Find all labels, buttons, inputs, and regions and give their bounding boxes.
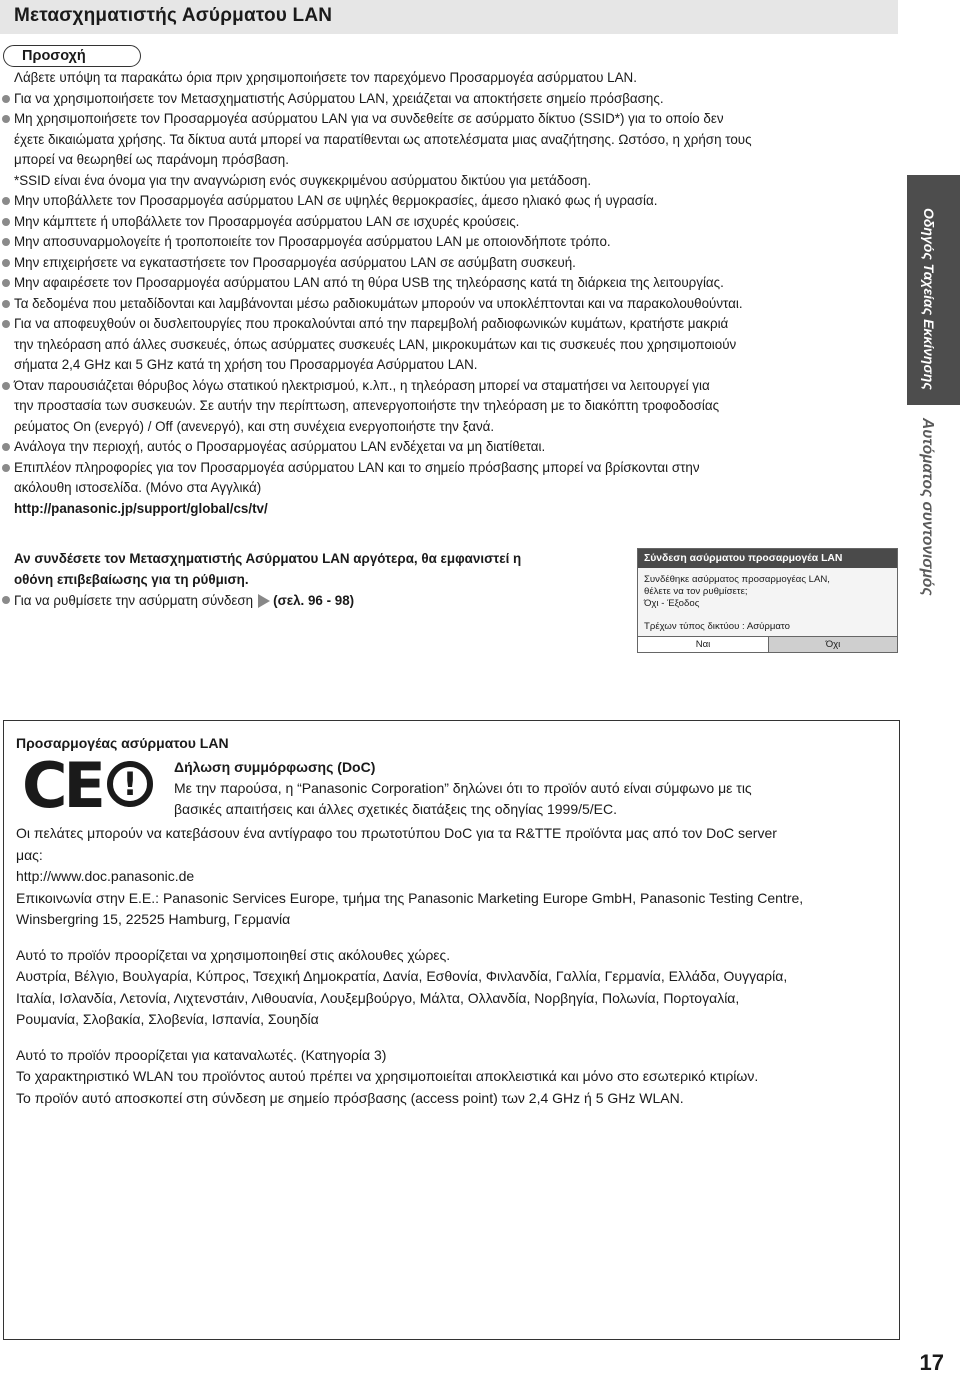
caution-line-text: Επιπλέον πληροφορίες για τον Προσαρμογέα ασύρματου LAN και το σημείο πρόσβασης μπορεί να βρίσκονται στην	[14, 459, 700, 475]
dialog-title: Σύνδεση ασύρματου προσαρμογέα LAN	[638, 549, 897, 568]
page-reference: (σελ. 96 - 98)	[273, 593, 355, 608]
notice-p4: Επικοινωνία στην Ε.Ε.: Panasonic Services Europe, τμήμα της Panasonic Marketing Europe GmbH, Panasonic Testing Centre,	[16, 889, 804, 906]
caution-line-text: Για να χρησιμοποιήσετε τον Μετασχηματιστής Ασύρματου LAN, χρειάζεται να αποκτήσετε σημείο πρόσβασης.	[14, 90, 664, 106]
caution-label: Προσοχή	[3, 45, 141, 67]
caution-line	[14, 89, 894, 110]
caution-line-text: *SSID είναι ένα όνομα για την αναγνώριση ενός συγκεκριμένου ασύρματου δικτύου για μετάδοση.	[14, 172, 592, 188]
caution-line	[14, 68, 894, 89]
bullet-icon	[2, 443, 10, 451]
caution-line	[14, 478, 894, 499]
doc-line-1: Με την παρούσα, η “Panasonic Corporation” δηλώνει ότι το προϊόν αυτό είναι σύμφωνο με τις	[174, 780, 752, 796]
side-section-label: Αυτόματος συντονισμός	[919, 418, 936, 596]
caution-line-text: έχετε δικαιώματα χρήσης. Τα δίκτυα αυτά μπορεί να παρατίθενται ως αποτελέσματα μιας αναζήτησης. Ωστόσο, η χρήση τους	[14, 131, 752, 147]
bullet-icon	[2, 197, 10, 205]
caution-line	[14, 294, 894, 315]
later-heading-line1: Αν συνδέσετε τον Μετασχηματιστής Ασύρματου LAN αργότερα, θα εμφανιστεί η	[14, 551, 522, 566]
caution-line-text: Λάβετε υπόψη τα παρακάτω όρια πριν χρησιμοποιήσετε τον παρεχόμενο Προσαρμογέα ασύρματου LAN.	[14, 70, 637, 85]
caution-line	[14, 130, 894, 151]
doc-server-link[interactable]: http://www.doc.panasonic.de	[16, 868, 195, 884]
dialog-network-type: Τρέχων τύπος δικτύου : Ασύρματο	[644, 621, 790, 632]
setup-reference	[14, 590, 624, 612]
caution-line	[14, 232, 894, 253]
caution-line	[14, 171, 894, 192]
notice-p1: Οι πελάτες μπορούν να κατεβάσουν ένα αντίγραφο του πρωτοτύπου DoC για τα R&TTE προϊόντα μας από τον DoC server	[16, 825, 777, 841]
countries-intro: Αυτό το προϊόν προορίζεται να χρησιμοποιηθεί στις ακόλουθες χώρες.	[16, 946, 451, 963]
countries-line-3: Ρουμανία, Σλοβακία, Σλοβενία, Ισπανία, Σουηδία	[16, 1011, 319, 1027]
caution-line	[14, 335, 894, 356]
side-tab-label: Οδηγός Ταχείας Εκκίνησης	[921, 208, 937, 390]
caution-line	[14, 396, 894, 417]
caution-line-text: Μην επιχειρήσετε να εγκαταστήσετε τον Προσαρμογέα ασύρματου LAN σε ασύμβατη συσκευή.	[14, 254, 576, 270]
bullet-icon	[2, 382, 10, 390]
bullet-icon	[2, 464, 10, 472]
caution-list	[14, 68, 894, 519]
caution-line	[14, 273, 894, 294]
caution-line-text: Μην κάμπτετε ή υποβάλλετε τον Προσαρμογέα ασύρματου LAN σε ισχυρές κρούσεις.	[14, 213, 520, 229]
caution-line-text: σήματα 2,4 GHz και 5 GHz κατά τη χρήση του Προσαρμογέα Ασύρματου LAN.	[14, 357, 478, 372]
caution-line	[14, 191, 894, 212]
doc-declaration	[174, 757, 752, 820]
ce-mark-icon: CE	[22, 749, 102, 822]
caution-line-text: ακόλουθη ιστοσελίδα. (Μόνο στα Αγγλικά)	[14, 480, 262, 495]
consumer-line: Αυτό το προϊόν προορίζεται για καταναλωτές. (Κατηγορία 3)	[16, 1046, 387, 1063]
dialog-message-2: θέλετε να τον ρυθμίσετε;	[644, 586, 748, 597]
dialog-buttons	[638, 636, 897, 652]
notice-body	[16, 823, 886, 1109]
page-number: 17	[919, 1350, 944, 1375]
doc-title: Δήλωση συμμόρφωσης (DoC)	[174, 759, 376, 775]
caution-line-text: Για να αποφευχθούν οι δυσλειτουργίες που προκαλούνται από την παρεμβολή ραδιοφωνικών κυμάτων, κρατήστε μακριά	[14, 316, 729, 331]
caution-line	[14, 253, 894, 274]
indoor-line: Το χαρακτηριστικό WLAN του προϊόντος αυτού πρέπει να χρησιμοποιείται αποκλειστικά και μόνο στο εσωτερικό κτιρίων.	[16, 1068, 759, 1084]
caution-line-text: Μην αφαιρέσετε τον Προσαρμογέα ασύρματου LAN από τη θύρα USB της τηλεόρασης κατά τη διάρκεια της λειτουργίας.	[14, 275, 724, 290]
bullet-icon	[2, 279, 10, 287]
support-url-link[interactable]: http://panasonic.jp/support/global/cs/tv/	[14, 500, 268, 516]
wlan-line: Το προϊόν αυτό αποσκοπεί στη σύνδεση με σημείο πρόσβασης (access point) των 2,4 GHz ή 5 GHz WLAN.	[16, 1089, 684, 1106]
caution-line-text: Μη χρησιμοποιήσετε τον Προσαρμογέα ασύρματου LAN για να συνδεθείτε σε ασύρματο δίκτυο (SSID*) για το οποίο δεν	[14, 111, 724, 126]
caution-line	[14, 109, 894, 130]
bullet-icon	[2, 596, 10, 604]
caution-line-text: Μην υποβάλλετε τον Προσαρμογέα ασύρματου LAN σε υψηλές θερμοκρασίες, άμεσο ηλιακό φως ή υγρασία.	[14, 193, 658, 208]
caution-line	[14, 417, 894, 438]
doc-line-2: βασικές απαιτήσεις και άλλες σχετικές διατάξεις της οδηγίας 1999/5/EC.	[174, 801, 618, 817]
caution-line	[14, 150, 894, 171]
bullet-icon	[2, 218, 10, 226]
caution-line-text: Μην αποσυναρμολογείτε ή τροποποιείτε τον Προσαρμογέα ασύρματου LAN με οποιονδήποτε τρόπο.	[14, 234, 611, 249]
regulatory-notice	[3, 720, 900, 1340]
setup-dialog	[637, 548, 898, 653]
yes-button[interactable]: Ναι	[638, 637, 769, 652]
arrow-right-icon	[258, 594, 270, 608]
caution-line-text: την προστασία των συσκευών. Σε αυτήν την περίπτωση, απενεργοποιήστε την τηλεόραση με το διακόπτη τροφοδοσίας	[14, 398, 720, 413]
bullet-icon	[2, 115, 10, 123]
caution-line-text: ρεύματος On (ενεργό) / Off (ανενεργό), και στη συνέχεια ενεργοποιήστε την ξανά.	[14, 418, 495, 434]
dialog-message-3: Όχι - Έξοδος	[644, 598, 700, 609]
caution-line	[14, 458, 894, 479]
caution-line	[14, 355, 894, 376]
caution-line	[14, 376, 894, 397]
page-title: Μετασχηματιστής Ασύρματου LAN	[14, 5, 333, 26]
notice-p2: μας:	[16, 846, 43, 863]
later-connect-section	[14, 548, 624, 612]
no-button[interactable]: Όχι	[769, 637, 897, 652]
bullet-icon	[2, 259, 10, 267]
caution-line-text: την τηλεόραση από άλλες συσκευές, όπως ασύρματες συσκευές LAN, μικροκυμάτων και τις συσκευές που χρησιμοποιούν	[14, 336, 737, 352]
caution-line-text: Ανάλογα την περιοχή, αυτός ο Προσαρμογέας ασύρματου LAN ενδέχεται να μη διατίθεται.	[14, 439, 546, 454]
caution-line	[14, 314, 894, 335]
later-heading-line2: οθόνη επιβεβαίωσης για τη ρύθμιση.	[14, 572, 249, 587]
bullet-icon	[2, 320, 10, 328]
caution-line-text: μπορεί να θεωρηθεί ως παράνομη πρόσβαση.	[14, 152, 289, 167]
bullet-icon	[2, 238, 10, 246]
setup-text: Για να ρυθμίσετε την ασύρματη σύνδεση	[14, 593, 254, 608]
caution-line-text: Τα δεδομένα που μεταδίδονται και λαμβάνονται μέσω ραδιοκυμάτων μπορούν να υποκλέπτονται και να παρακολουθούνται.	[14, 295, 743, 311]
alert-icon: !	[107, 761, 153, 807]
title-bar	[0, 0, 898, 34]
caution-line	[14, 437, 894, 458]
caution-line-text: Όταν παρουσιάζεται θόρυβος λόγω στατικού ηλεκτρισμού, κ.λπ., η τηλεόραση μπορεί να σταματήσει να λειτουργεί για	[14, 377, 710, 393]
bullet-icon	[2, 95, 10, 103]
notice-p5: Winsbergring 15, 22525 Hamburg, Γερμανία	[16, 911, 291, 927]
countries-line-1: Αυστρία, Βέλγιο, Βουλγαρία, Κύπρος, Τσεχική Δημοκρατία, Δανία, Εσθονία, Φινλανδία, Γαλλία, Γερμανία, Ελλάδα, Ουγγαρία,	[16, 968, 788, 984]
dialog-message-1: Συνδέθηκε ασύρματος προσαρμογέας LAN,	[644, 574, 830, 585]
caution-line	[14, 212, 894, 233]
bullet-icon	[2, 300, 10, 308]
notice-title: Προσαρμογέας ασύρματου LAN	[16, 735, 229, 751]
countries-line-2: Ιταλία, Ισλανδία, Λετονία, Λιχτενστάιν, Λιθουανία, Λουξεμβούργο, Μάλτα, Ολλανδία, Νορβηγία, Πολωνία, Πορτογαλία,	[16, 989, 740, 1006]
